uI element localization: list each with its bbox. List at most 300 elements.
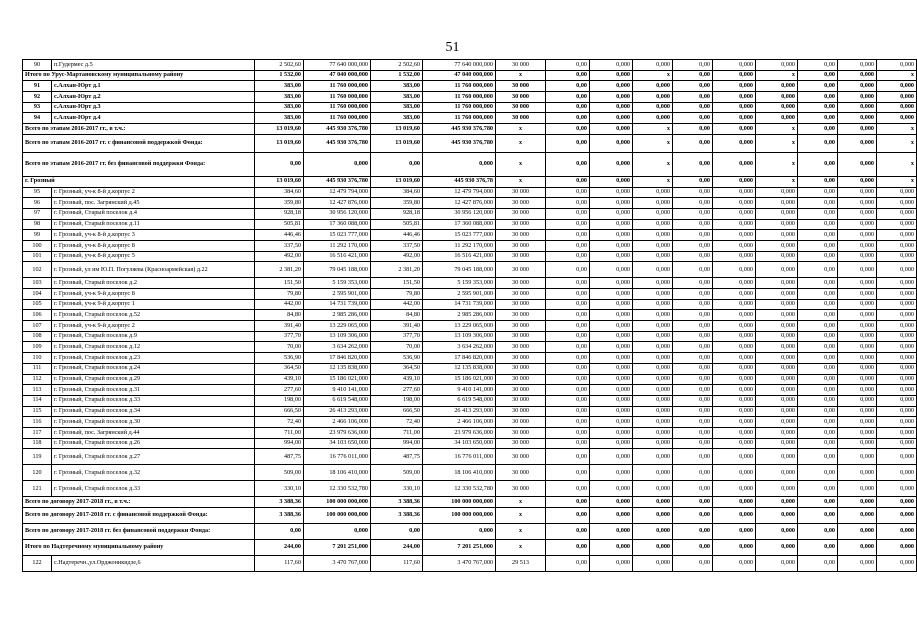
table-cell: 30 000 bbox=[496, 465, 546, 481]
table-cell: 0,000 bbox=[590, 152, 633, 176]
table-cell: 0,000 bbox=[590, 449, 633, 465]
table-cell: 13 019,60 bbox=[371, 134, 423, 152]
table-cell: 0,00 bbox=[798, 395, 838, 406]
table-cell: 0,000 bbox=[838, 219, 877, 230]
table-cell: 0,000 bbox=[877, 81, 917, 92]
table-cell: 12 135 838,000 bbox=[304, 363, 371, 374]
table-cell: 151,50 bbox=[255, 278, 304, 289]
table-cell: 487,75 bbox=[255, 449, 304, 465]
table-cell: 0,000 bbox=[713, 251, 756, 262]
table-cell: 0,00 bbox=[673, 92, 713, 103]
table-cell: 12 135 838,000 bbox=[423, 363, 496, 374]
table-cell: 0,00 bbox=[546, 176, 590, 187]
table-cell: 0,000 bbox=[713, 449, 756, 465]
table-cell: 0,000 bbox=[713, 321, 756, 332]
address-cell: с.Алхан-Юрт д.1 bbox=[52, 81, 255, 92]
table-cell: 0,000 bbox=[633, 251, 673, 262]
table-row bbox=[23, 321, 917, 332]
table-cell: 0,00 bbox=[673, 540, 713, 556]
table-cell: 15 023 777,000 bbox=[304, 230, 371, 241]
table-cell: 11 292 170,000 bbox=[423, 240, 496, 251]
table-cell: 15 023 777,000 bbox=[423, 230, 496, 241]
table-cell: 0,000 bbox=[590, 251, 633, 262]
table-cell: 13 109 306,000 bbox=[304, 331, 371, 342]
table-cell: 383,00 bbox=[255, 92, 304, 103]
table-cell: 0,000 bbox=[633, 299, 673, 310]
table-cell: 445 930 376,780 bbox=[304, 134, 371, 152]
table-cell: 505,81 bbox=[255, 219, 304, 230]
table-cell: 0,00 bbox=[798, 449, 838, 465]
table-cell: 0,000 bbox=[713, 524, 756, 540]
table-cell: 0,00 bbox=[546, 278, 590, 289]
address-cell: г. Грозный, Старый поселок д.24 bbox=[52, 363, 255, 374]
summary-label: Всего по этапам 2016-2017 гг. без финансовой поддержки Фонда: bbox=[23, 152, 255, 176]
table-cell: 0,00 bbox=[546, 524, 590, 540]
table-row bbox=[23, 278, 917, 289]
address-cell: г. Грозный, Старый поселок д.4 bbox=[52, 208, 255, 219]
row-number: 112 bbox=[23, 374, 52, 385]
table-cell: 79 045 188,000 bbox=[423, 262, 496, 278]
table-cell: 13 229 065,000 bbox=[304, 321, 371, 332]
table-cell: 13 019,60 bbox=[371, 176, 423, 187]
table-cell: 0,00 bbox=[673, 385, 713, 396]
table-cell: 928,18 bbox=[371, 208, 423, 219]
table-cell: 7 201 251,000 bbox=[304, 540, 371, 556]
row-number: 97 bbox=[23, 208, 52, 219]
table-cell: 244,00 bbox=[255, 540, 304, 556]
table-cell: 14 731 739,000 bbox=[304, 299, 371, 310]
table-cell: х bbox=[633, 176, 673, 187]
table-cell: 0,00 bbox=[673, 427, 713, 438]
table-cell: 0,000 bbox=[713, 363, 756, 374]
table-cell: 0,000 bbox=[877, 251, 917, 262]
table-cell: 492,00 bbox=[255, 251, 304, 262]
table-cell: 0,00 bbox=[673, 438, 713, 449]
table-cell: 0,000 bbox=[838, 262, 877, 278]
table-row bbox=[23, 406, 917, 417]
table-cell: 0,000 bbox=[756, 262, 798, 278]
table-cell: 0,00 bbox=[798, 208, 838, 219]
table-cell: 6 619 548,000 bbox=[304, 395, 371, 406]
table-cell: 0,00 bbox=[798, 219, 838, 230]
table-cell: 30 000 bbox=[496, 60, 546, 71]
row-number: 104 bbox=[23, 289, 52, 300]
table-cell: 0,00 bbox=[546, 540, 590, 556]
table-cell: 0,00 bbox=[798, 427, 838, 438]
table-row bbox=[23, 417, 917, 428]
table-cell: 0,000 bbox=[633, 395, 673, 406]
table-cell: 0,00 bbox=[546, 60, 590, 71]
table-cell: 445 930 376,78 bbox=[423, 176, 496, 187]
table-cell: 0,000 bbox=[590, 60, 633, 71]
summary-label: Всего по этапам 2016-2017 гг., в т.ч.: bbox=[23, 124, 255, 135]
row-number: 108 bbox=[23, 331, 52, 342]
table-cell: 0,000 bbox=[877, 299, 917, 310]
table-cell: 16 776 011,000 bbox=[423, 449, 496, 465]
table-cell: 384,60 bbox=[255, 187, 304, 198]
table-cell: 3 388,36 bbox=[255, 497, 304, 508]
table-cell: 0,00 bbox=[673, 124, 713, 135]
table-cell: 0,00 bbox=[546, 70, 590, 81]
table-cell: 0,000 bbox=[877, 289, 917, 300]
table-cell: 47 040 000,000 bbox=[304, 70, 371, 81]
table-cell: 12 330 532,780 bbox=[423, 481, 496, 497]
table-cell: 0,000 bbox=[756, 524, 798, 540]
table-cell: 100 000 000,000 bbox=[423, 497, 496, 508]
table-cell: 0,00 bbox=[546, 417, 590, 428]
row-number: 119 bbox=[23, 449, 52, 465]
table-cell: 30 000 bbox=[496, 481, 546, 497]
table-cell: 7 201 251,000 bbox=[423, 540, 496, 556]
table-cell: 0,000 bbox=[756, 219, 798, 230]
table-cell: 0,000 bbox=[877, 342, 917, 353]
table-cell: 100 000 000,000 bbox=[304, 508, 371, 524]
table-cell: 0,000 bbox=[590, 278, 633, 289]
table-cell: 0,000 bbox=[838, 310, 877, 321]
table-cell: 79,80 bbox=[371, 289, 423, 300]
table-cell: 383,00 bbox=[255, 113, 304, 124]
table-row bbox=[23, 310, 917, 321]
table-cell: 30 000 bbox=[496, 81, 546, 92]
table-cell: 0,00 bbox=[798, 152, 838, 176]
page-number: 51 bbox=[445, 40, 460, 55]
table-cell: 0,00 bbox=[673, 524, 713, 540]
table-cell: 0,000 bbox=[756, 342, 798, 353]
table-cell: 0,000 bbox=[713, 198, 756, 209]
table-cell: 72,40 bbox=[371, 417, 423, 428]
table-cell: 0,000 bbox=[838, 331, 877, 342]
table-cell: 994,00 bbox=[255, 438, 304, 449]
table-cell: 198,00 bbox=[371, 395, 423, 406]
table-row bbox=[23, 353, 917, 364]
address-cell: г. Грозный, уч-к 8-й д.корпус 3 bbox=[52, 230, 255, 241]
table-cell: х bbox=[633, 152, 673, 176]
table-cell: 0,00 bbox=[798, 124, 838, 135]
row-number: 91 bbox=[23, 81, 52, 92]
table-cell: 0,000 bbox=[756, 310, 798, 321]
table-cell: 391,40 bbox=[255, 321, 304, 332]
table-cell: 0,00 bbox=[546, 363, 590, 374]
row-number: 114 bbox=[23, 395, 52, 406]
table-cell: 0,000 bbox=[590, 524, 633, 540]
table-cell: 0,000 bbox=[877, 497, 917, 508]
table-cell: 30 000 bbox=[496, 187, 546, 198]
address-cell: п.Гудермес д.5 bbox=[52, 60, 255, 71]
table-cell: 0,000 bbox=[838, 251, 877, 262]
table-cell: 0,000 bbox=[877, 310, 917, 321]
table-cell: 0,000 bbox=[877, 219, 917, 230]
table-cell: 0,00 bbox=[546, 208, 590, 219]
table-cell: 0,00 bbox=[673, 289, 713, 300]
table-cell: 0,000 bbox=[590, 230, 633, 241]
table-cell: 0,00 bbox=[546, 465, 590, 481]
table-cell: 0,00 bbox=[798, 299, 838, 310]
table-cell: 13 019,60 bbox=[371, 124, 423, 135]
table-cell: 30 000 bbox=[496, 374, 546, 385]
table-cell: 0,000 bbox=[590, 556, 633, 572]
table-cell: 0,00 bbox=[673, 198, 713, 209]
table-cell: 0,000 bbox=[590, 363, 633, 374]
address-cell: с.Надтеречн.,ул.Орджоникидзе,6 bbox=[52, 556, 255, 572]
table-cell: 0,000 bbox=[713, 187, 756, 198]
table-row bbox=[23, 427, 917, 438]
table-cell: 0,000 bbox=[590, 289, 633, 300]
table-cell: 0,000 bbox=[590, 481, 633, 497]
table-cell: 0,000 bbox=[590, 438, 633, 449]
table-cell: 0,000 bbox=[713, 331, 756, 342]
table-cell: 0,000 bbox=[633, 417, 673, 428]
table-cell: 0,00 bbox=[673, 81, 713, 92]
table-cell: 0,000 bbox=[877, 363, 917, 374]
table-cell: 0,000 bbox=[633, 438, 673, 449]
table-cell: 0,000 bbox=[590, 540, 633, 556]
table-cell: 3 470 767,000 bbox=[423, 556, 496, 572]
summary-label: г. Грозный bbox=[23, 176, 255, 187]
table-cell: 0,000 bbox=[877, 240, 917, 251]
table-cell: 0,000 bbox=[756, 374, 798, 385]
table-cell: 0,000 bbox=[633, 385, 673, 396]
table-cell: 0,00 bbox=[798, 230, 838, 241]
table-cell: 0,00 bbox=[546, 187, 590, 198]
table-cell: 30 000 bbox=[496, 331, 546, 342]
table-cell: 492,00 bbox=[371, 251, 423, 262]
table-cell: 0,000 bbox=[713, 102, 756, 113]
table-cell: 11 760 000,000 bbox=[423, 92, 496, 103]
table-cell: 0,00 bbox=[798, 278, 838, 289]
table-cell: 9 410 141,000 bbox=[423, 385, 496, 396]
table-cell: х bbox=[496, 70, 546, 81]
table-cell: 0,000 bbox=[756, 289, 798, 300]
table-cell: 30 000 bbox=[496, 262, 546, 278]
table-cell: 0,000 bbox=[590, 321, 633, 332]
table-cell: 446,46 bbox=[371, 230, 423, 241]
table-cell: 30 000 bbox=[496, 342, 546, 353]
table-cell: 391,40 bbox=[371, 321, 423, 332]
table-cell: 0,000 bbox=[877, 102, 917, 113]
table-cell: 0,000 bbox=[713, 124, 756, 135]
address-cell: г. Грозный, ул им Ю.П. Погуляева (Красноармейская) д.22 bbox=[52, 262, 255, 278]
table-cell: 0,000 bbox=[756, 299, 798, 310]
table-cell: 0,00 bbox=[673, 278, 713, 289]
row-number: 98 bbox=[23, 219, 52, 230]
table-cell: 0,00 bbox=[546, 81, 590, 92]
table-cell: 0,000 bbox=[838, 134, 877, 152]
table-cell: 0,000 bbox=[838, 353, 877, 364]
table-cell: 0,00 bbox=[546, 152, 590, 176]
table-cell: 30 000 bbox=[496, 230, 546, 241]
table-cell: 0,00 bbox=[798, 240, 838, 251]
table-row bbox=[23, 331, 917, 342]
table-cell: 0,00 bbox=[673, 134, 713, 152]
table-cell: 0,000 bbox=[838, 321, 877, 332]
summary-label: Всего по этапам 2016-2017 гг. с финансовой поддержкой Фонда: bbox=[23, 134, 255, 152]
table-cell: 198,00 bbox=[255, 395, 304, 406]
table-cell: 0,000 bbox=[633, 540, 673, 556]
table-cell: 0,000 bbox=[877, 508, 917, 524]
table-cell: 84,80 bbox=[371, 310, 423, 321]
table-cell: 0,000 bbox=[633, 102, 673, 113]
table-cell: 0,000 bbox=[713, 70, 756, 81]
table-cell: 0,000 bbox=[633, 240, 673, 251]
table-cell: 0,00 bbox=[673, 556, 713, 572]
table-cell: 17 846 820,000 bbox=[423, 353, 496, 364]
table-cell: 0,000 bbox=[633, 92, 673, 103]
table-cell: 0,000 bbox=[877, 540, 917, 556]
address-cell: с.Алхан-Юрт д.4 bbox=[52, 113, 255, 124]
table-cell: 0,000 bbox=[838, 289, 877, 300]
table-cell: 0,000 bbox=[877, 556, 917, 572]
table-cell: 6 619 548,000 bbox=[423, 395, 496, 406]
table-cell: 0,00 bbox=[798, 321, 838, 332]
table-cell: 0,00 bbox=[798, 465, 838, 481]
table-row bbox=[23, 374, 917, 385]
table-cell: 30 000 bbox=[496, 310, 546, 321]
table-cell: 30 000 bbox=[496, 321, 546, 332]
table-cell: 536,90 bbox=[371, 353, 423, 364]
table-cell: 0,000 bbox=[713, 374, 756, 385]
address-cell: г. Грозный, Старый поселок д.26 bbox=[52, 438, 255, 449]
table-cell: 0,00 bbox=[546, 289, 590, 300]
table-cell: 0,00 bbox=[255, 524, 304, 540]
table-cell: 0,000 bbox=[756, 208, 798, 219]
table-cell: 0,000 bbox=[590, 113, 633, 124]
table-cell: 994,00 bbox=[371, 438, 423, 449]
table-cell: 15 186 021,000 bbox=[304, 374, 371, 385]
table-cell: 23 979 636,000 bbox=[423, 427, 496, 438]
table-cell: 0,000 bbox=[756, 92, 798, 103]
table-cell: 151,50 bbox=[371, 278, 423, 289]
table-cell: 0,000 bbox=[304, 524, 371, 540]
row-number: 105 bbox=[23, 299, 52, 310]
table-cell: 0,000 bbox=[633, 198, 673, 209]
table-cell: 0,000 bbox=[877, 92, 917, 103]
table-cell: 16 516 421,000 bbox=[304, 251, 371, 262]
table-cell: х bbox=[496, 152, 546, 176]
table-row bbox=[23, 198, 917, 209]
table-cell: 0,000 bbox=[633, 230, 673, 241]
table-cell: 0,000 bbox=[713, 427, 756, 438]
table-cell: 3 634 262,000 bbox=[304, 342, 371, 353]
table-cell: 0,000 bbox=[590, 374, 633, 385]
table-cell: 0,000 bbox=[756, 331, 798, 342]
table-cell: 0,000 bbox=[633, 262, 673, 278]
table-cell: 72,40 bbox=[255, 417, 304, 428]
table-cell: 77 640 000,000 bbox=[423, 60, 496, 71]
table-cell: 445 930 376,780 bbox=[423, 134, 496, 152]
table-cell: 30 000 bbox=[496, 299, 546, 310]
table-cell: 0,000 bbox=[633, 342, 673, 353]
table-cell: 79 045 188,000 bbox=[304, 262, 371, 278]
table-cell: 0,000 bbox=[877, 262, 917, 278]
table-cell: 364,50 bbox=[371, 363, 423, 374]
table-cell: 0,000 bbox=[838, 176, 877, 187]
table-cell: 0,000 bbox=[633, 556, 673, 572]
table-cell: 277,60 bbox=[255, 385, 304, 396]
table-cell: 84,80 bbox=[255, 310, 304, 321]
table-cell: х bbox=[496, 134, 546, 152]
table-cell: 0,000 bbox=[713, 310, 756, 321]
table-cell: 30 000 bbox=[496, 353, 546, 364]
table-row bbox=[23, 251, 917, 262]
table-cell: 0,000 bbox=[633, 321, 673, 332]
table-cell: 0,000 bbox=[713, 497, 756, 508]
table-cell: 0,000 bbox=[756, 363, 798, 374]
table-cell: 100 000 000,000 bbox=[304, 497, 371, 508]
table-cell: 0,000 bbox=[633, 465, 673, 481]
table-row bbox=[23, 230, 917, 241]
row-number: 113 bbox=[23, 385, 52, 396]
table-cell: 0,00 bbox=[673, 70, 713, 81]
table-cell: 0,00 bbox=[546, 310, 590, 321]
table-cell: 0,000 bbox=[633, 113, 673, 124]
table-cell: 3 388,36 bbox=[255, 508, 304, 524]
address-cell: г. Грозный, уч-к 9-й д.корпус 1 bbox=[52, 299, 255, 310]
table-cell: 12 330 532,780 bbox=[304, 481, 371, 497]
table-cell: 0,000 bbox=[423, 524, 496, 540]
table-cell: 0,000 bbox=[877, 406, 917, 417]
row-number: 111 bbox=[23, 363, 52, 374]
table-cell: 244,00 bbox=[371, 540, 423, 556]
table-cell: 12 479 794,000 bbox=[423, 187, 496, 198]
table-cell: 0,00 bbox=[546, 331, 590, 342]
table-cell: 0,000 bbox=[633, 208, 673, 219]
table-cell: 30 000 bbox=[496, 438, 546, 449]
table-cell: 0,000 bbox=[838, 81, 877, 92]
table-cell: 3 388,36 bbox=[371, 508, 423, 524]
table-cell: 0,000 bbox=[713, 417, 756, 428]
table-cell: 0,000 bbox=[877, 395, 917, 406]
table-cell: 0,00 bbox=[546, 353, 590, 364]
table-cell: 509,00 bbox=[371, 465, 423, 481]
table-cell: 30 000 bbox=[496, 113, 546, 124]
table-cell: 0,00 bbox=[673, 342, 713, 353]
table-cell: 0,000 bbox=[633, 427, 673, 438]
table-cell: 0,000 bbox=[838, 497, 877, 508]
table-cell: 30 000 bbox=[496, 278, 546, 289]
table-cell: 26 413 293,000 bbox=[304, 406, 371, 417]
table-cell: 0,000 bbox=[838, 198, 877, 209]
table-cell: 0,00 bbox=[546, 124, 590, 135]
table-cell: 9 410 141,000 bbox=[304, 385, 371, 396]
table-cell: х bbox=[496, 497, 546, 508]
table-cell: 0,00 bbox=[798, 342, 838, 353]
table-cell: 359,80 bbox=[255, 198, 304, 209]
table-cell: 0,000 bbox=[756, 481, 798, 497]
table-cell: 0,00 bbox=[673, 187, 713, 198]
table-cell: 0,00 bbox=[798, 385, 838, 396]
table-cell: 0,00 bbox=[798, 556, 838, 572]
table-cell: 0,000 bbox=[838, 342, 877, 353]
table-cell: 30 000 bbox=[496, 251, 546, 262]
table-row bbox=[23, 262, 917, 278]
table-cell: 0,000 bbox=[877, 481, 917, 497]
table-cell: 0,00 bbox=[673, 176, 713, 187]
table-row bbox=[23, 208, 917, 219]
table-cell: 0,000 bbox=[838, 395, 877, 406]
table-cell: 0,000 bbox=[713, 81, 756, 92]
summary-label: Всего по договору 2017-2018 гг. с финансовой поддержкой Фонда: bbox=[23, 508, 255, 524]
table-cell: 0,000 bbox=[590, 385, 633, 396]
table-cell: х bbox=[877, 176, 917, 187]
table-cell: 0,000 bbox=[633, 524, 673, 540]
table-cell: 2 985 286,000 bbox=[423, 310, 496, 321]
table-cell: 0,000 bbox=[633, 353, 673, 364]
table-cell: 0,00 bbox=[546, 449, 590, 465]
address-cell: г. Грозный, Старый поселок д.11 bbox=[52, 219, 255, 230]
table-cell: 0,000 bbox=[590, 240, 633, 251]
table-cell: 0,00 bbox=[673, 60, 713, 71]
table-cell: 0,00 bbox=[673, 374, 713, 385]
